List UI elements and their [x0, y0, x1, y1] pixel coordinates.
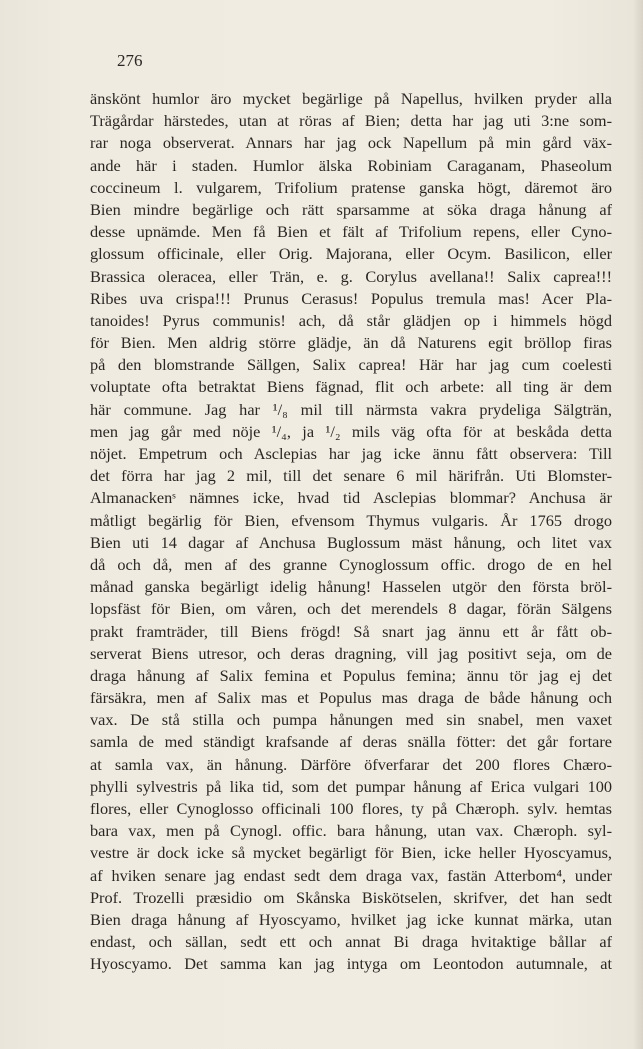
text-line: phylli sylvestris på lika tid, som det pumpar hånung af Erica vulgari 100: [90, 776, 612, 796]
text-line: draga hånung af Salix femina et Populus femina; ännu tör jag ej det: [90, 665, 612, 685]
page-number: 276: [117, 51, 143, 70]
text-line: Prof. Trozelli præsidio om Skånska Biskötselen, skrifver, det han sedt: [90, 887, 612, 907]
text-line: voluptate ofta betraktat Biens fägnad, flit och arbete: all ting är dem: [90, 377, 612, 397]
text-line: ande här i staden. Humlor älska Robiniam Caraganam, Phaseolum: [90, 155, 612, 175]
text-line: vestre är dock icke så mycket begärligt för Bien, icke heller Hyoscyamus,: [90, 843, 612, 863]
text-line: Bien mindre begärlige och rätt sparsamme at söka draga hånung af: [90, 199, 612, 219]
text-line: prakt framträder, till Biens frögd! Så snart jag ännu ett år fått ob-: [90, 621, 612, 641]
text-line: bara vax, men på Cynogl. offic. bara hånung, utan vax. Chæroph. syl-: [90, 821, 612, 841]
text-line: nöjet. Empetrum och Asclepias har jag icke ännu fått observera: Till: [90, 444, 612, 463]
text-line: samla de med ständigt krafsande af deras snälla fötter: det går fortare: [90, 732, 612, 752]
text-line: men jag går med nöje ¹/₄, ja ¹/₂ mils väg ofta för at beskåda detta: [90, 421, 612, 441]
text-line: på den blomstrande Sällgen, Salix caprea! Här har jag cum coelesti: [90, 355, 612, 375]
text-line: Bien uti 14 dagar af Anchusa Buglossum mäst hånung, och litet vax: [90, 532, 612, 552]
text-line: Ribes uva crispa!!! Prunus Cerasus! Populus tremula mas! Acer Pla-: [90, 288, 612, 308]
body-text: [90, 88, 612, 976]
text-line: Almanackenˢ nämnes icke, hvad tid Asclepias blommar? Anchusa är: [90, 488, 612, 508]
text-line: rar noga observerat. Annars har jag ock Napellum på min gård väx-: [90, 133, 612, 153]
text-line: desse upnämde. Men få Bien et fält af Trifolium repens, eller Cyno-: [90, 222, 612, 242]
text-line: lopsfäst för Bien, om våren, och det merendels 8 dagar, förän Sälgens: [90, 599, 612, 619]
text-line: färsäkra, men af Salix mas et Populus mas draga de både hånung och: [90, 688, 612, 708]
page-edge-shadow: [633, 0, 643, 1049]
text-line: vax. De stå stilla och pumpa hånungen med sin snabel, men vaxet: [90, 710, 612, 730]
text-line: flores, eller Cynoglosso officinali 100 flores, ty på Chæroph. sylv. hemtas: [90, 799, 612, 818]
text-line: för Bien. Men aldrig större glädje, än då Naturens egit bröllop firas: [90, 333, 612, 353]
text-line: Trägårdar härstedes, utan at röras af Bien; detta har jag uti 3:ne som-: [90, 111, 612, 131]
text-line: af hviken senare jag endast sedt dem draga vax, fastän Atterbom⁴, under: [90, 865, 612, 885]
text-line: Brassica oleracea, eller Trän, e. g. Corylus avellana!! Salix caprea!!!: [90, 266, 612, 286]
text-line: änskönt humlor äro mycket begärlige på Napellus, hvilken pryder alla: [90, 89, 612, 108]
text-line: coccineum l. vulgarem, Trifolium pratense ganska högt, däremot äro: [90, 177, 612, 197]
text-line: måtligt begärlig för Bien, efvensom Thymus vulgaris. År 1765 drogo: [90, 510, 612, 530]
text-line: at samla vax, än hånung. Därföre öfverfarar det 200 flores Chæro-: [90, 754, 612, 774]
text-line: månad ganska begärligt idelig hånung! Hasselen utgör den första bröl-: [90, 577, 612, 597]
text-line: då och då, men af des granne Cynoglossum offic. drogo de en hel: [90, 554, 612, 574]
text-line: Bien draga hånung af Hyoscyamo, hvilket jag icke kunnat märka, utan: [90, 909, 612, 929]
text-line: serverat Biens utresor, och deras dragning, vill jag positivt seja, om de: [90, 643, 612, 663]
text-line: endast, och sällan, sedt ett och annat Bi draga hvitaktige bållar af: [90, 932, 612, 952]
text-line: det förra har jag 2 mil, till det senare 6 mil härifrån. Uti Blomster-: [90, 466, 612, 486]
text-line: Hyoscyamo. Det samma kan jag intyga om Leontodon autumnale, at: [90, 954, 612, 974]
text-line: tanoides! Pyrus communis! ach, då står glädjen op i himmels högd: [90, 310, 612, 330]
text-line: här commune. Jag har ¹/₈ mil till närmsta vakra prydeliga Sälgträn,: [90, 399, 612, 419]
text-line: glossum officinale, eller Orig. Majorana, eller Ocym. Basilicon, eller: [90, 244, 612, 264]
